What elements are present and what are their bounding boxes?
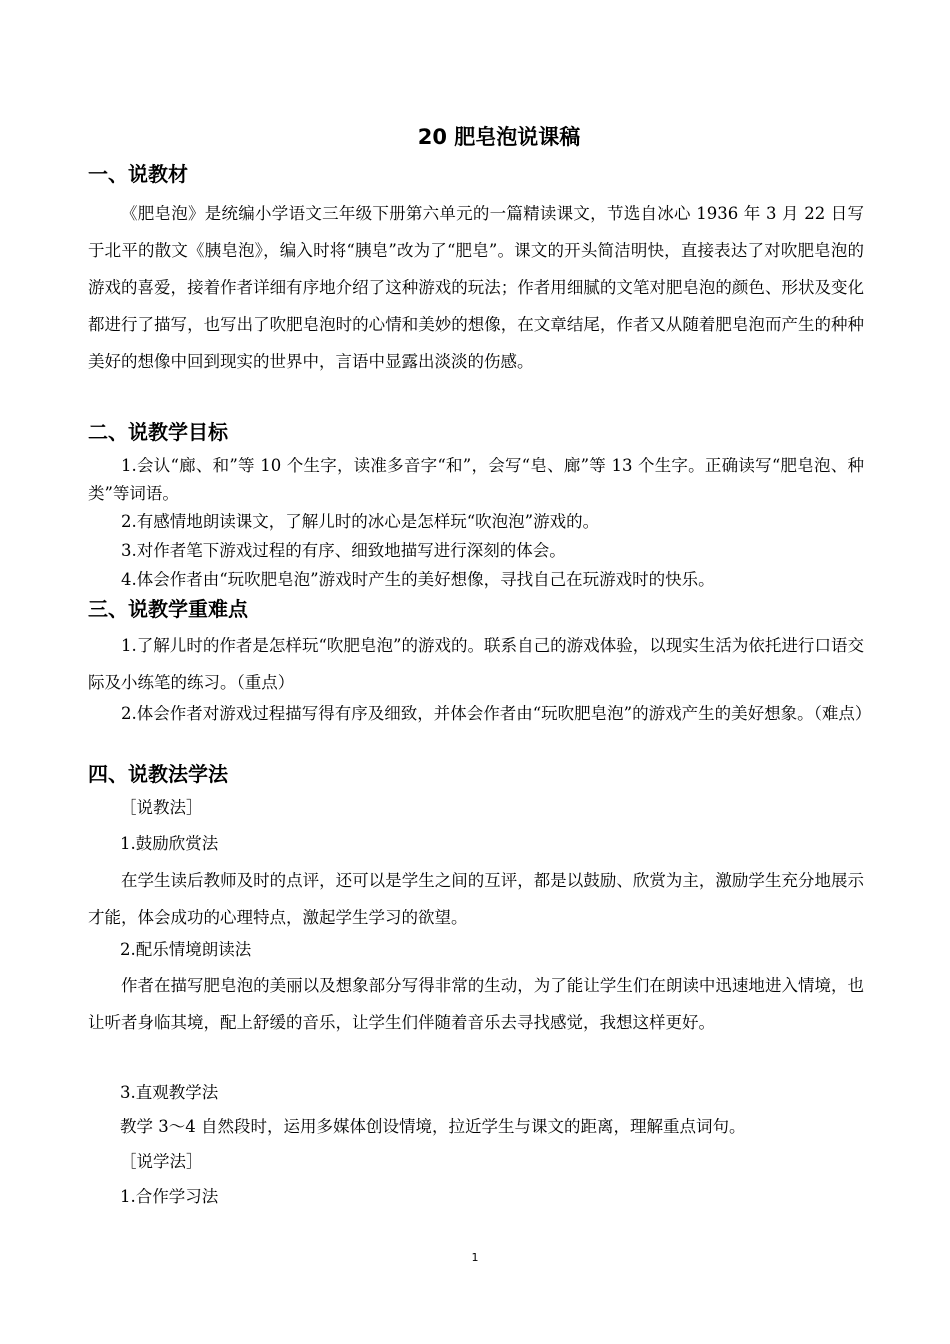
page-number: 1 — [471, 1251, 479, 1264]
method-3-title: 3.直观教学法 — [120, 1083, 219, 1102]
section-heading-methods: 四、说教法学法 — [88, 762, 228, 786]
section-heading-goals: 二、说教学目标 — [88, 420, 228, 444]
method-2-text: 作者在描写肥皂泡的美丽以及想象部分写得非常的生动，为了能让学生们在朗读中迅速地进入情境，也让听者身临其境，配上舒缓的音乐，让学生们伴随着音乐去寻找感觉，我想这样更好。 — [88, 976, 864, 1032]
goal-item-3: 3.对作者笔下游戏过程的有序、细致地描写进行深刻的体会。 — [121, 541, 566, 560]
goal-item-1: 1.会认“廊、和”等 10 个生字，读准多音字“和”，会写“皂、廊”等 13 个生字。正确读写“肥皂泡、种类”等词语。 — [88, 456, 864, 503]
method-1-title: 1.鼓励欣赏法 — [120, 834, 219, 853]
key-point-1: 1.了解儿时的作者是怎样玩“吹肥皂泡”的游戏的。联系自己的游戏体验，以现实生活为依托进行口语交际及小练笔的练习。（重点） — [88, 636, 864, 692]
method-1-text: 在学生读后教师及时的点评，还可以是学生之间的互评，都是以鼓励、欣赏为主，激励学生充分地展示才能，体会成功的心理特点，激起学生学习的欲望。 — [88, 871, 864, 927]
learning-method-1-title: 1.合作学习法 — [120, 1187, 219, 1206]
method-2-title: 2.配乐情境朗读法 — [120, 940, 252, 959]
key-point-2: 2.体会作者对游戏过程描写得有序及细致，并体会作者由“玩吹肥皂泡”的游戏产生的美好想象。（难点） — [121, 704, 872, 723]
document-title: 20 肥皂泡说课稿 — [417, 125, 581, 149]
textbook-paragraph: 《肥皂泡》是统编小学语文三年级下册第六单元的一篇精读课文，节选自冰心 1936 年 3 月 22 日写于北平的散文《胰皂泡》，编入时将“胰皂”改为了“肥皂”。课文的开头简洁明快，直接表达了对吹肥皂泡的游戏的喜爱，接着作者详细有序地介绍了这种游戏的玩法；作者用细腻的文笔对肥皂泡的颜色、形状及变化都进行了描写，也写出了吹肥皂泡时的心情和美妙的想像，在文章结尾，作者又从随着肥皂泡而产生的种种美好的想像中回到现实的世界中，言语中显露出淡淡的伤感。 — [88, 204, 864, 371]
learning-methods-label: ［说学法］ — [120, 1152, 203, 1171]
method-3-text: 教学 3～4 自然段时，运用多媒体创设情境，拉近学生与课文的距离，理解重点词句。 — [120, 1117, 746, 1136]
teaching-methods-label: ［说教法］ — [120, 798, 203, 817]
goal-item-2: 2.有感情地朗读课文，了解儿时的冰心是怎样玩“吹泡泡”游戏的。 — [121, 512, 600, 531]
section-heading-textbook: 一、说教材 — [88, 162, 188, 186]
goal-item-4: 4.体会作者由“玩吹肥皂泡”游戏时产生的美好想像，寻找自己在玩游戏时的快乐。 — [121, 570, 715, 589]
section-heading-key-points: 三、说教学重难点 — [88, 597, 248, 621]
